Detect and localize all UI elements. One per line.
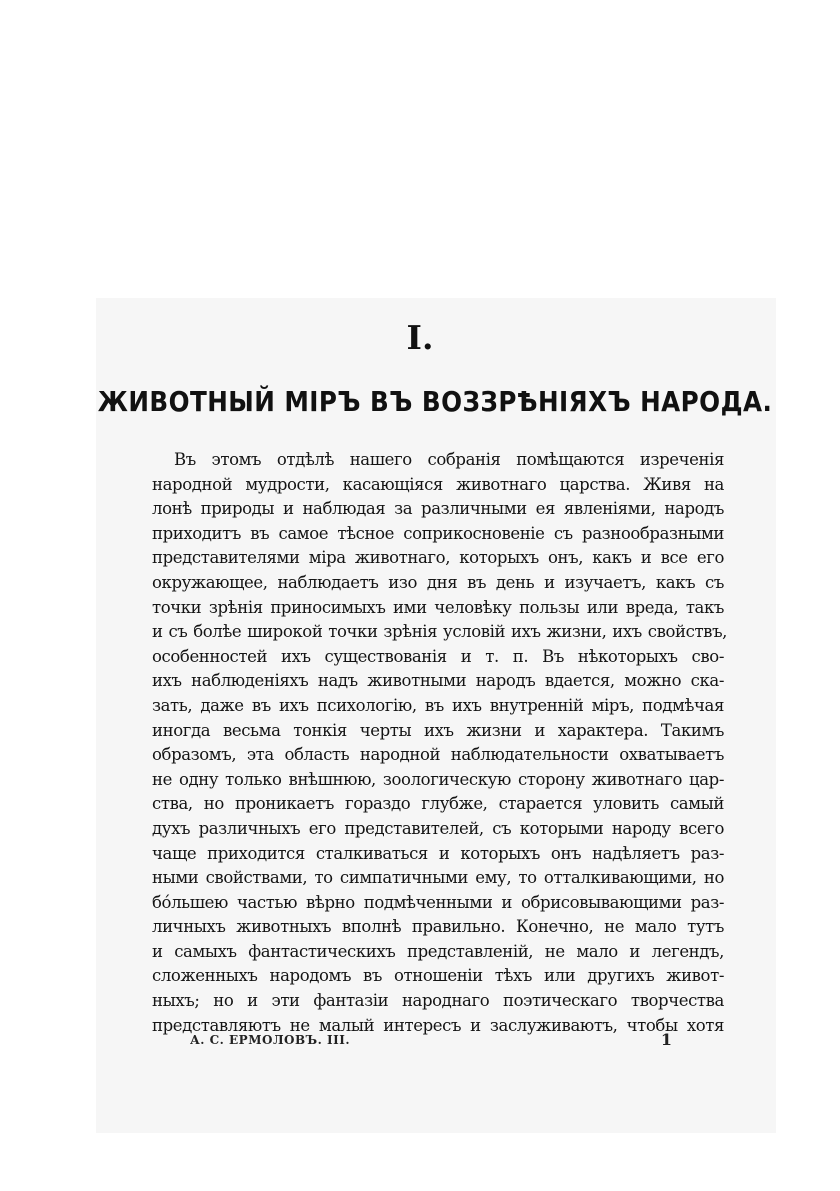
text-line: и самыхъ фантастическихъ представленій, не мало и легендъ, [152,941,724,961]
text-line: зать, даже въ ихъ психологію, въ ихъ внутренній міръ, подмѣчая [152,695,724,715]
text-line: особенностей ихъ существованія и т. п. Въ нѣкоторыхъ сво- [152,646,724,666]
text-line: образомъ, эта область народной наблюдательности охватываетъ [152,745,724,765]
page-footer [190,1030,680,1050]
text-line: представителями міра животнаго, которыхъ онъ, какъ и все его [152,548,724,568]
text-line: ихъ наблюденіяхъ надъ животными народъ вдается, можно ска- [152,671,724,691]
text-line: и съ болѣе широкой точки зрѣнія условій ихъ жизни, ихъ свойствъ, [152,622,728,642]
text-line: духъ различныхъ его представителей, съ которыми народу всего [152,818,724,838]
page-number: 1 [660,1030,672,1049]
text-line: ныхъ; но и эти фантазіи народнаго поэтическаго творчества [152,991,724,1011]
text-line: чаще приходится сталкиваться и которыхъ онъ надѣляетъ раз- [152,843,724,863]
text-line: окружающее, наблюдаетъ изо дня въ день и изучаетъ, какъ съ [152,572,724,592]
text-line: представляютъ не малый интересъ и заслуживаютъ, чтобы хотя [152,1015,724,1035]
chapter-title: ЖИВОТНЫЙ МІРЪ ВЪ ВОЗЗРѢНІЯХЪ НАРОДА. [97,385,773,418]
text-line: народной мудрости, касающіяся животнаго царства. Живя на [152,474,724,494]
text-line: точки зрѣнія приносимыхъ ими человѣку пользы или вреда, такъ [152,597,724,617]
text-line: ства, но проникаетъ гораздо глубже, старается уловить самый [152,794,724,814]
text-line: сложенныхъ народомъ въ отношеніи тѣхъ или другихъ живот- [152,966,724,986]
body-paragraph [152,448,728,1038]
text-line: приходитъ въ самое тѣсное соприкосновеніе съ разнообразными [152,523,724,543]
text-line: ными свойствами, то симпатичными ему, то отталкивающими, но [152,868,724,888]
text-line: лонѣ природы и наблюдая за различными ея явленіями, народъ [152,499,724,519]
chapter-number: I. [406,318,434,357]
signature-mark: А. С. ЕРМОЛОВЪ. III. [190,1033,350,1047]
text-line: бо́льшею частью вѣрно подмѣченными и обрисовывающими раз- [152,892,724,912]
text-line: Въ этомъ отдѣлѣ нашего собранія помѣщаются изреченія [174,450,724,469]
text-line: не одну только внѣшнюю, зоологическую сторону животнаго цар- [152,769,724,789]
text-line: личныхъ животныхъ вполнѣ правильно. Конечно, не мало тутъ [152,917,724,937]
text-line: иногда весьма тонкія черты ихъ жизни и характера. Такимъ [152,720,724,740]
